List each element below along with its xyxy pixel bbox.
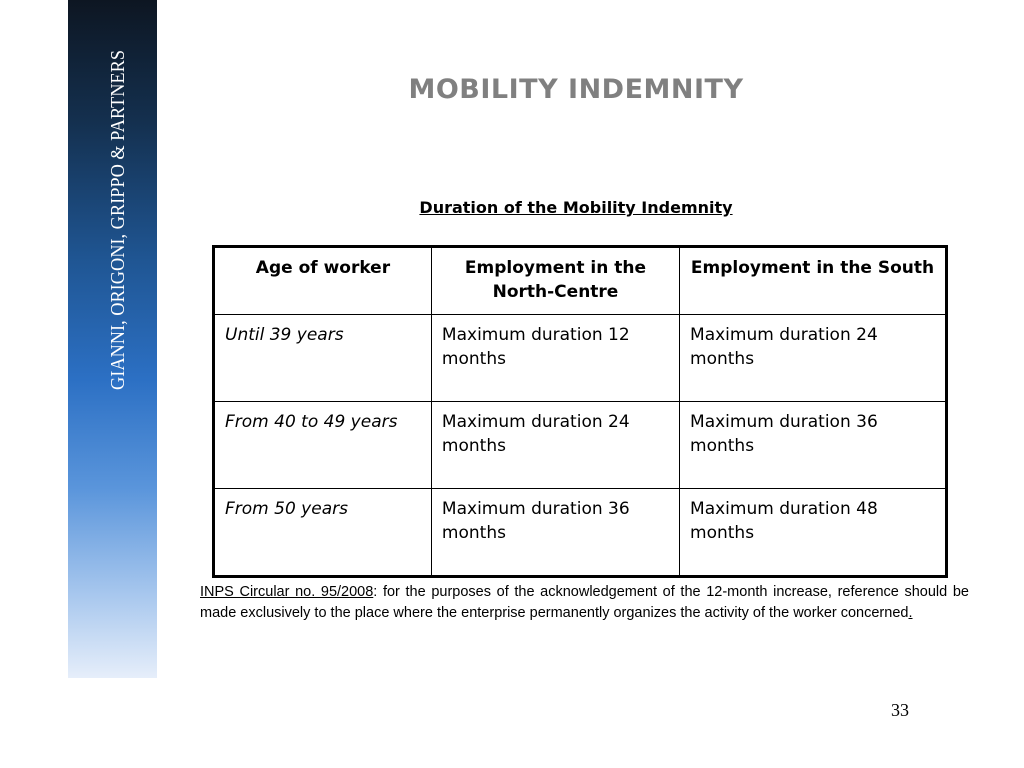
header-south: Employment in the South xyxy=(680,247,947,315)
north-centre-cell: Maximum duration 24 months xyxy=(431,402,679,489)
firm-name: GIANNI, ORIGONI, GRIPPO & PARTNERS xyxy=(108,27,129,390)
footnote-text: : for the purposes of the acknowledgement of the 12-month increase, reference should be made exclusively to the place where the enterprise permanently organizes the activity of the worker concerned xyxy=(200,584,969,621)
age-cell: Until 39 years xyxy=(214,315,432,402)
table-caption: Duration of the Mobility Indemnity xyxy=(419,198,733,217)
table-row xyxy=(214,315,947,402)
south-cell: Maximum duration 36 months xyxy=(680,402,947,489)
page-number: 33 xyxy=(891,700,909,720)
north-centre-cell: Maximum duration 36 months xyxy=(431,489,679,577)
slide-title: MOBILITY INDEMNITY xyxy=(408,74,744,105)
header-age-of-worker: Age of worker xyxy=(214,247,432,315)
age-cell: From 50 years xyxy=(214,489,432,577)
south-cell: Maximum duration 48 months xyxy=(680,489,947,577)
header-north-centre: Employment in the North-Centre xyxy=(431,247,679,315)
age-cell: From 40 to 49 years xyxy=(214,402,432,489)
footnote xyxy=(200,582,969,624)
circular-reference: INPS Circular no. 95/2008 xyxy=(200,584,374,600)
table-row xyxy=(214,402,947,489)
brand-sidebar xyxy=(68,0,157,678)
mobility-duration-table xyxy=(212,245,948,578)
table-header-row xyxy=(214,247,947,315)
south-cell: Maximum duration 24 months xyxy=(680,315,947,402)
north-centre-cell: Maximum duration 12 months xyxy=(431,315,679,402)
table-row xyxy=(214,489,947,577)
footnote-end: . xyxy=(908,605,913,621)
firm-logo xyxy=(68,0,157,678)
